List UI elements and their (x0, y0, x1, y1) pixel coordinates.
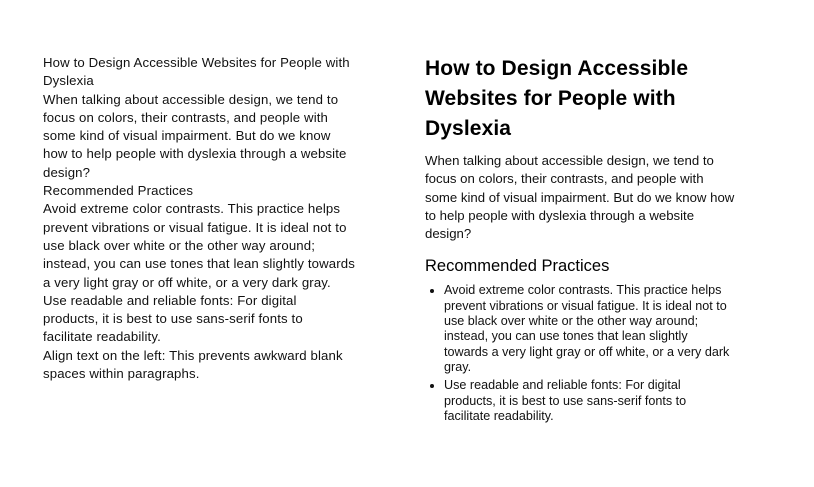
left-line-practice-3: Align text on the left: This prevents awkward blank spaces within paragraphs. (43, 347, 343, 382)
article-intro-paragraph: When talking about accessible design, we tend to focus on colors, their contrasts, and people with some kind of visual impairment. But do we know how to help people with dyslexia through a website design? (425, 153, 735, 242)
left-line-subtitle: Recommended Practices (43, 183, 194, 199)
styled-text-column (425, 54, 735, 427)
left-line-intro: When talking about accessible design, we tend to focus on colors, their contrasts, and people with some kind of visual impairment. But do we know how to help people with dyslexia through a website design? (43, 91, 347, 180)
left-line-practice-2: Use readable and reliable fonts: For digital products, it is best to use sans-serif fonts to facilitate readability. (43, 292, 303, 345)
list-item: • Use readable and reliable fonts: For digital products, it is best to use sans-serif fonts to facilitate readability. (444, 378, 735, 424)
unstyled-text-column (43, 54, 355, 383)
recommended-practices-list (425, 283, 735, 424)
article-title: How to Design Accessible Websites for People with Dyslexia (425, 57, 689, 140)
list-item: • Avoid extreme color contrasts. This practice helps prevent vibrations or visual fatigue. It is ideal not to use black over white or the other way around; instead, you can use tones that lean slightly towards a very light gray or off white, or a very dark gray. (444, 283, 735, 375)
article-subtitle: Recommended Practices (425, 257, 610, 276)
left-line-title: How to Design Accessible Websites for People with Dyslexia (43, 55, 350, 89)
left-line-practice-1: Avoid extreme color contrasts. This practice helps prevent vibrations or visual fatigue. It is ideal not to use black over white or the other way around; instead, you can use tones that lean slightly towards a very light gray or off white, or a very dark gray. (43, 201, 355, 290)
